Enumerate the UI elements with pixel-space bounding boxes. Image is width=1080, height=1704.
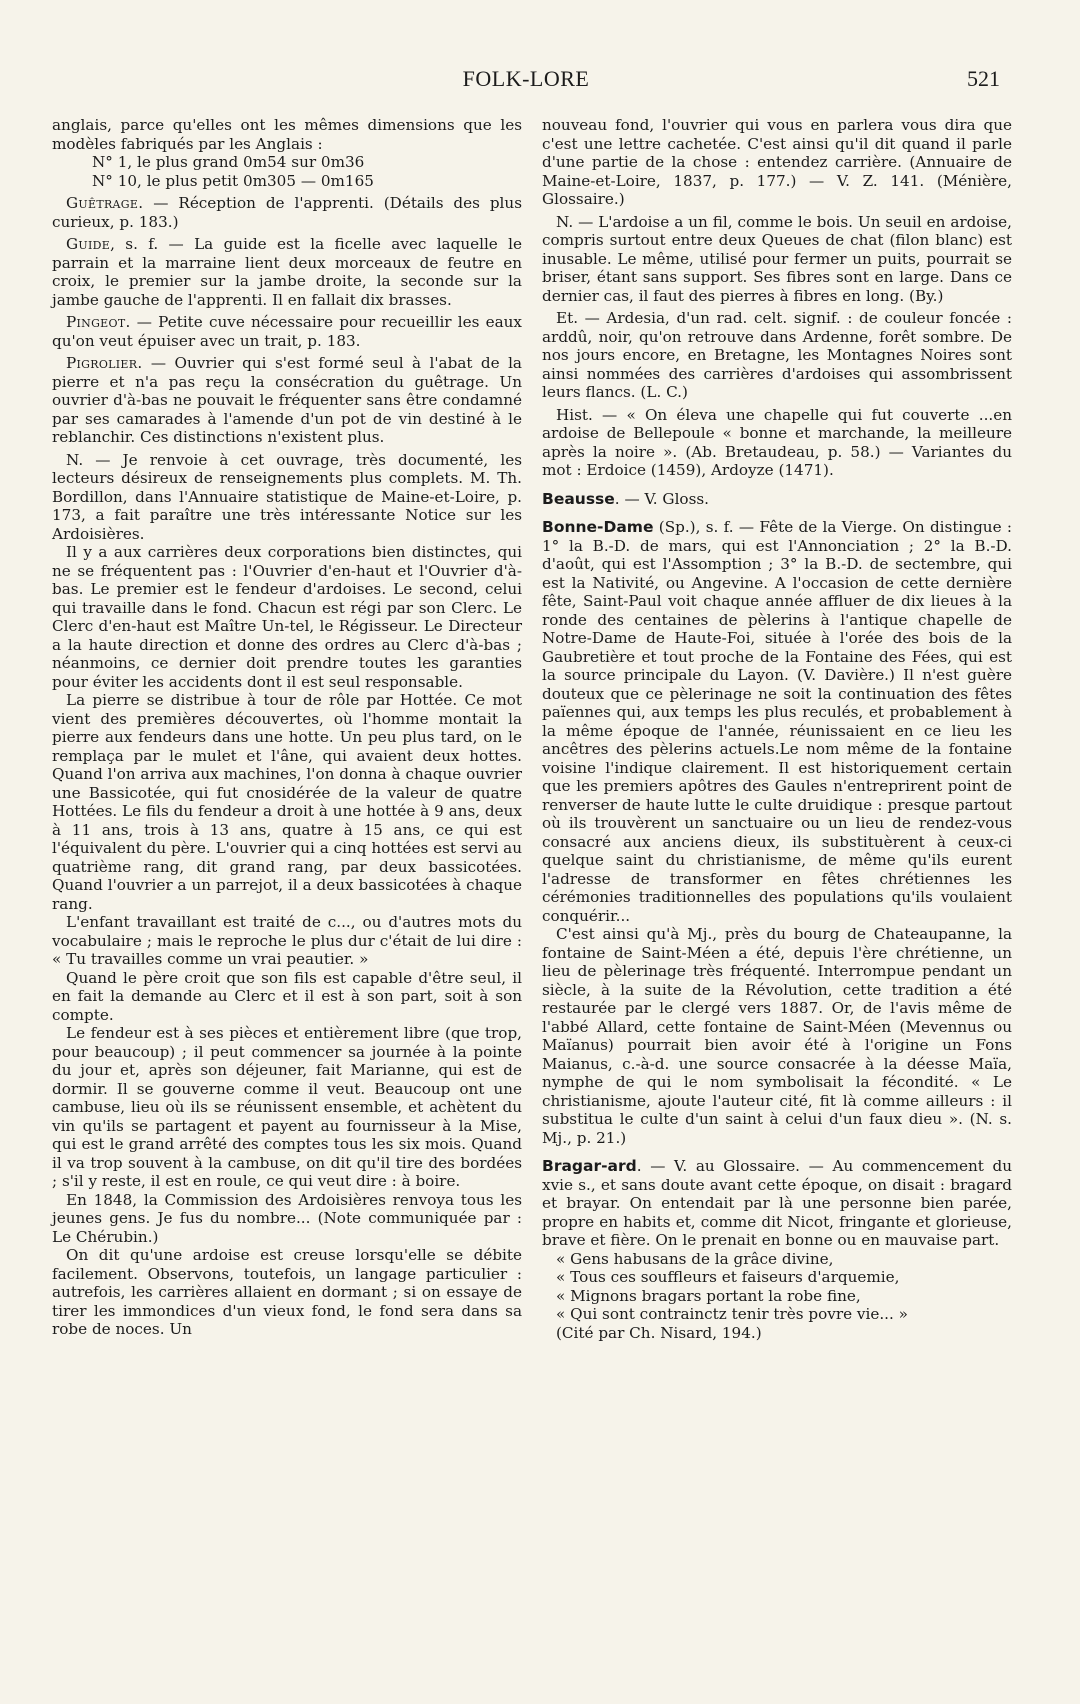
paragraph: En 1848, la Commission des Ardoisières renvoya tous les jeunes gens. Je fus du nombre... (Note communiquée par : Le Chérubin.) — [52, 1190, 522, 1246]
entry-text: . — V. Gloss. — [614, 489, 709, 508]
verse-line: « Gens habusans de la grâce divine, — [556, 1249, 834, 1268]
left-column — [52, 116, 522, 1339]
page-number: 521 — [967, 66, 1000, 91]
entry-headword: Guêtrage. — [66, 194, 144, 212]
entry-beausse — [542, 490, 1012, 509]
paragraph: nouveau fond, l'ouvrier qui vous en parlera vous dira que c'est une lettre cachetée. C'est ainsi qu'il dit quand il parle d'une partie de la chose : entendez carrière. (Annuaire de Maine-et-Loire, 1837, p. 177.) — V. Z. 141. (Ménière, Glossaire.) — [542, 116, 1012, 208]
paragraph: La pierre se distribue à tour de rôle par Hottée. Ce mot vient des premières découvertes, où l'homme montait la pierre aux fendeurs dans une hotte. Un peu plus tard, on le remplaça par le mulet et l'âne, qui avaient deux hottes. Quand l'on arriva aux machines, l'on donna à chaque ouvrier une Bassicotée, qui fut cnosidérée de la valeur de quatre Hottées. Le fils du fendeur a droit à une hottée à 9 ans, deux à 11 ans, trois à 13 ans, quatre à 15 ans, ce qui est l'équivalent du père. L'ouvrier qui a cinq hottées est servi au quatrième rang, dit grand rang, par deux bassicotées. Quand l'ouvrier a un parrejot, il a deux bassicotées à chaque rang. — [52, 691, 522, 913]
entry-bonne-dame — [542, 518, 1012, 925]
paragraph: L'enfant travaillant est traité de c..., ou d'autres mots du vocabulaire ; mais le reproche le plus dur c'était de lui dire : « Tu travailles comme un vrai peautier. » — [52, 913, 522, 968]
entry-headword: Pingeot. — [66, 313, 131, 331]
paragraph: On dit qu'une ardoise est creuse lorsqu'elle se débite facilement. Observons, toutefois, un langage particulier : autrefois, les carrières allaient en dormant ; si on essaye de tirer les immondices d'un vieux fond, le fond sera dans sa robe de noces. Un — [52, 1246, 522, 1338]
dimension-line: N° 10, le plus petit 0m305 — 0m165 — [92, 171, 374, 190]
entry-guetrage — [52, 194, 522, 231]
entry-pigrolier — [52, 354, 522, 447]
citation: (Cité par Ch. Nisard, 194.) — [556, 1323, 762, 1342]
entry-headword: Bonne-Dame — [542, 518, 654, 536]
page-header — [52, 66, 1000, 94]
paragraph: Il y a aux carrières deux corporations bien distinctes, qui ne se fréquentent pas : l'Ouvrier d'en-haut et l'Ouvrier d'à-bas. Le premier est le fendeur d'ardoises. Le second, celui qui travaille dans le fond. Chacun est régi par son Clerc. Le Clerc d'en-haut est Maître Un-tel, le Régisseur. Le Directeur a la haute direction et donne des ordres au Clerc d'à-bas ; néanmoins, ce dernier doit prendre toutes les garanties pour éviter les accidents dont il est seul responsable. — [52, 543, 522, 691]
verse-line: « Mignons bragars portant la robe fine, — [556, 1286, 861, 1305]
right-column — [542, 116, 1012, 1342]
entry-pingeot — [52, 313, 522, 350]
entry-headword: Beausse — [542, 489, 615, 508]
entry-text: — Ouvrier qui s'est formé seul à l'abat de la pierre et n'a pas reçu la consécration du guêtrage. Un ouvrier d'à-bas ne pouvait le fréquenter sans être condamné par ses camarades à l'amende d'un pot de vin destiné à le reblanchir. Ces distinctions n'existent plus. — [52, 354, 522, 446]
entry-bragar-ard — [542, 1157, 1012, 1250]
paragraph: Hist. — « On éleva une chapelle qui fut couverte ...en ardoise de Bellepoule « bonne et marchande, la meilleure après la noire ». (Ab. Bretaudeau, p. 58.) — Variantes du mot : Erdoice (1459), Ardoyze (1471). — [542, 405, 1012, 479]
entry-text: , s. f. — La guide est la ficelle avec laquelle le parrain et la marraine lient deux morceaux de feutre en croix, le premier sur la jambe droite, la seconde sur la jambe gauche de l'apprenti. Il en fallait dix brasses. — [52, 235, 522, 309]
paragraph: Le fendeur est à ses pièces et entièrement libre (que trop, pour beaucoup) ; il peut commencer sa journée à la pointe du jour et, après son déjeuner, fait Marianne, qui est de dormir. Il se gouverne comme il veut. Beaucoup ont une cambuse, lieu où ils se réunissent ensemble, et achètent du vin qu'ils se partagent et payent au fournisseur à la Mise, qui est le grand arrêté des comptes tous les six mois. Quand il va trop souvent à la cambuse, on dit qu'il tire des bordées ; s'il y reste, il est en roule, ce qui veut dire : à boire. — [52, 1024, 522, 1190]
entry-guide — [52, 235, 522, 309]
entry-headword: Bragar-ard — [542, 1157, 637, 1175]
paragraph: Quand le père croit que son fils est capable d'être seul, il en fait la demande au Clerc et il est à son part, soit à son compte. — [52, 968, 522, 1024]
paragraph: anglais, parce qu'elles ont les mêmes dimensions que les modèles fabriqués par les Anglais : — [52, 116, 522, 153]
entry-text: — Réception de l'apprenti. (Détails des plus curieux, p. 183.) — [52, 194, 522, 231]
paragraph: N. — Je renvoie à cet ouvrage, très documenté, les lecteurs désireux de renseignements plus complets. M. Th. Bordillon, dans l'Annuaire statistique de Maine-et-Loire, p. 173, a fait paraître une très intéressante Notice sur les Ardoisières. — [52, 450, 522, 543]
verse-line: « Tous ces souffleurs et faiseurs d'arquemie, — [556, 1268, 900, 1286]
paragraph: N. — L'ardoise a un fil, comme le bois. Un seuil en ardoise, compris surtout entre deux Queues de chat (filon blanc) est inusable. Le même, utilisé pour fermer un puits, pourrait se briser, étant sans support. Ses fibres sont en large. Dans ce dernier cas, il faut des pierres à fibres en long. (By.) — [542, 212, 1012, 305]
entry-text: . — V. au Glossaire. — Au commencement du xvie s., et sans doute avant cette époque, on disait : bragard et brayar. On entendait par là une personne bien parée, propre en habits et, comme dit Nicot, fringante et glorieuse, brave et fière. On le prenait en bonne ou en mauvaise part. — [542, 1157, 1012, 1249]
entry-headword: Guide — [66, 235, 111, 253]
paragraph: Et. — Ardesia, d'un rad. celt. signif. : de couleur foncée : arddû, noir, qu'on retrouve dans Ardenne, forêt sombre. De nos jours encore, en Bretagne, les Montagnes Noires sont ainsi nommées des carrières d'ardoises qui assombrissent leurs flancs. (L. C.) — [542, 309, 1012, 401]
dimension-line: N° 1, le plus grand 0m54 sur 0m36 — [92, 153, 365, 171]
entry-headword: Pigrolier. — [66, 354, 143, 372]
verse-line: « Qui sont contrainctz tenir très povre vie... » — [556, 1305, 908, 1323]
entry-text: — Petite cuve nécessaire pour recueillir les eaux qu'on veut épuiser avec un trait, p. 183. — [52, 313, 522, 350]
paragraph: C'est ainsi qu'à Mj., près du bourg de Chateaupanne, la fontaine de Saint-Méen a été, depuis l'ère chrétienne, un lieu de pèlerinage très fréquenté. Interrompue pendant un siècle, à la suite de la Révolution, cette tradition a été restaurée par le clergé vers 1887. Or, de l'avis même de l'abbé Allard, cette fontaine de Saint-Méen (Mevennus ou Maïanus) pourrait bien avoir été à l'origine un Fons Maianus, c.-à-d. une source consacrée à la déesse Maïa, nymphe de qui le nom symbolisait la fécondité. « Le christianisme, ajoute l'auteur cité, fit là comme ailleurs : il substitua le culte d'un saint à celui d'un faux dieu ». (N. s. Mj., p. 21.) — [542, 925, 1012, 1147]
running-title: FOLK-LORE — [462, 66, 590, 91]
entry-text: (Sp.), s. f. — Fête de la Vierge. On distingue : 1° la B.-D. de mars, qui est l'Annonciation ; 2° la B.-D. d'août, qui est l'Assomption ; 3° la B.-D. de sectembre, qui est la Nativité, ou Angevine. A l'occasion de cette dernière fête, Saint-Paul voit chaque année affluer de dix lieues à la ronde des centaines de pèlerins à l'antique chapelle de Notre-Dame de Haute-Foi, située à l'orée des bois de la Gaubretière et tout proche de la Fontaine des Fées, qui est la source principale du Layon. (V. Davière.) Il n'est guère douteux que ce pèlerinage ne soit la continuation des fêtes païennes qui, aux temps les plus reculés, et probablement à la même époque de l'année, réunissaient en ce lieu les ancêtres des pèlerins actuels.Le nom même de la fontaine voisine l'indique clairement. Il est historiquement certain que les premiers apôtres des Gaules n'entreprirent point de renverser de haute lutte le culte druidique : presque partout où ils trouvèrent un sanctuaire ou un lieu de rendez-vous consacré aux anciens dieux, ils substituèrent à ceux-ci quelque saint du christianisme, de même qu'ils eurent l'adresse de transformer en fêtes chrétiennes les cérémonies traditionnelles des populations qu'ils voulaient conquérir... — [542, 518, 1012, 925]
